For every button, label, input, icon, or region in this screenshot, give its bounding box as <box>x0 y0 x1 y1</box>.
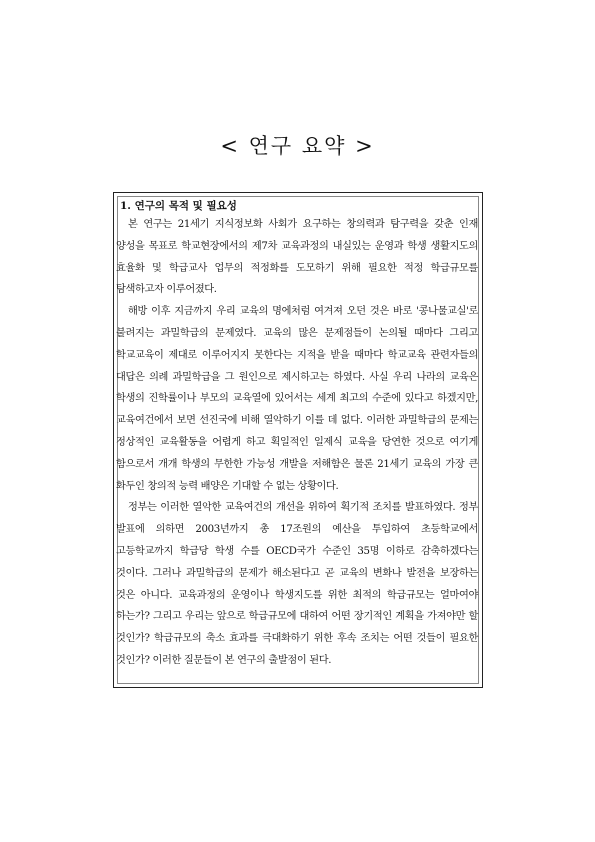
page-title: < 연구 요약 > <box>220 134 375 158</box>
summary-content <box>116 198 478 672</box>
paragraph-background: 해방 이후 지금까지 우리 교육의 명에처럼 여겨져 오던 것은 바로 '콩나물교실'로 불려지는 과밀학급의 문제였다. 교육의 많은 문제점들이 논의될 때마다 그리고 학교교육이 제대로 이루어지지 못한다는 지적을 받을 때마다 학교교육 관련자들의 대답은 의례 과밀학급을 그 원인으로 제시하고는 하였다. 사실 우리 나라의 교육은 학생의 진학률이나 부모의 교육열에 있어서는 세계 최고의 수준에 있다고 하겠지만, 교육여건에서 보면 선진국에 비해 열악하기 이를 데 없다. 이러한 과밀학급의 문제는 정상적인 교육활동을 어렵게 하고 획일적인 일제식 교육을 당연한 것으로 여기게 함으로서 개개 학생의 무한한 가능성 개발을 저해함은 물론 21세기 교육의 가장 큰 화두인 창의적 능력 배양은 기대할 수 없는 상황이다. <box>116 306 478 492</box>
paragraph-purpose: 본 연구는 21세기 지식정보화 사회가 요구하는 창의력과 탐구력을 갖춘 인재 양성을 목표로 학교현장에서의 제7차 교육과정의 내실있는 운영과 학생 생활지도의 효율화 및 학급교사 업무의 적정화를 도모하기 위해 필요한 적정 학급규모를 탐색하고자 이루어졌다. <box>116 219 478 296</box>
section-heading: 1. 연구의 목적 및 필요성 <box>120 200 237 212</box>
summary-box <box>113 192 483 688</box>
paragraph-government: 정부는 이러한 열악한 교육여건의 개선을 위하여 획기적 조치를 발표하였다. 정부 발표에 의하면 2003년까지 총 17조원의 예산을 투입하여 초등학교에서 고등학교까지 학급당 학생 수를 OECD국가 수준인 35명 이하로 감축하겠다는 것이다. 그러나 과밀학급의 문제가 해소된다고 곧 교육의 변화나 발전을 보장하는 것은 아니다. 교육과정의 운영이나 학생지도를 위한 최적의 학급규모는 얼마여야 하는가? 그리고 우리는 앞으로 학급규모에 대하여 어떤 장기적인 계획을 가져야만 할 것인가? 학급규모의 축소 효과를 극대화하기 위한 후속 조치는 어떤 것들이 필요한 것인가? 이러한 질문들이 본 연구의 출발점이 된다. <box>116 502 478 666</box>
